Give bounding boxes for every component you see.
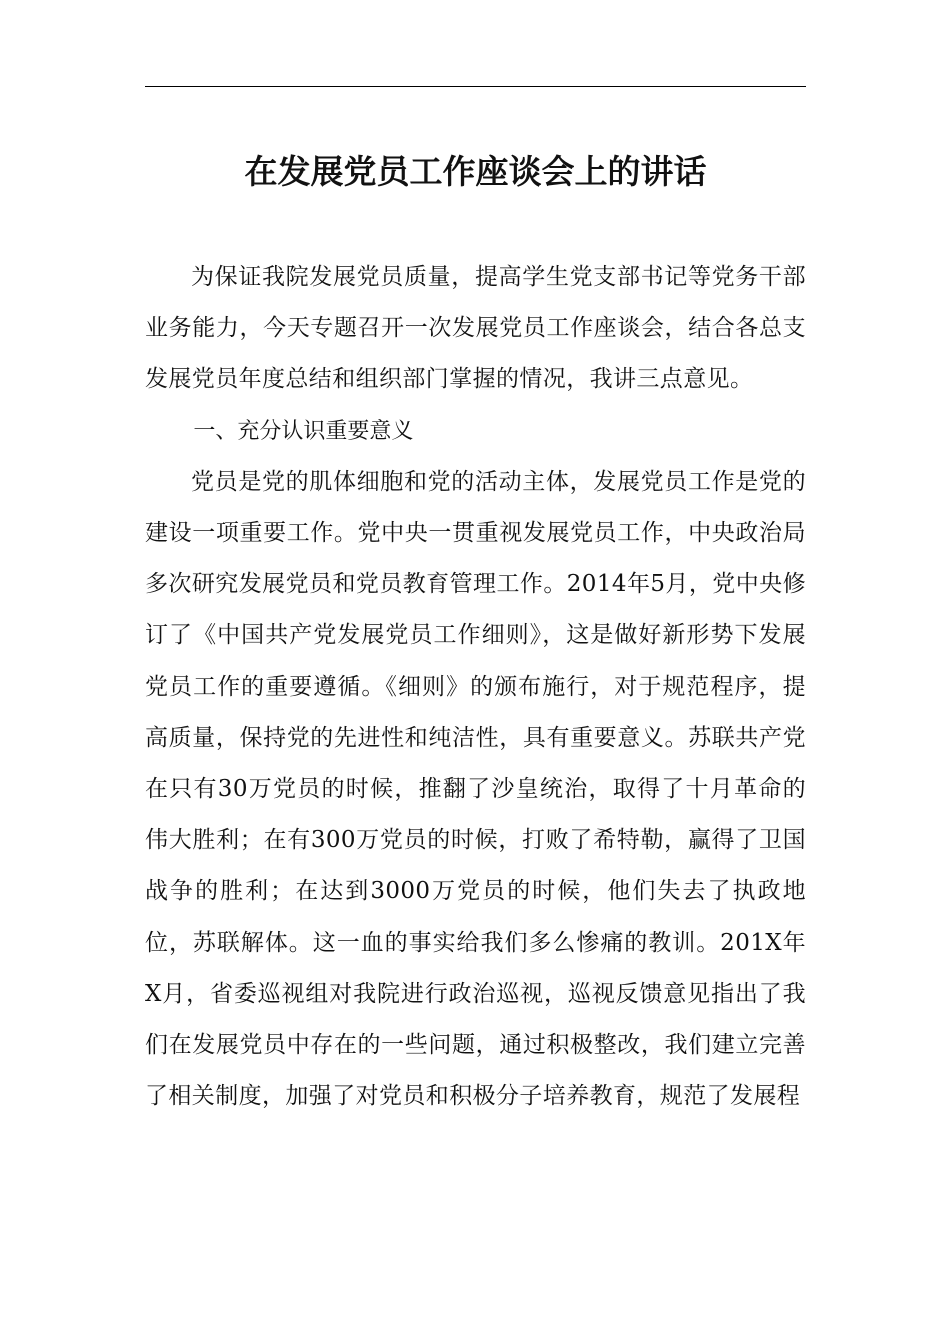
header-rule (145, 86, 806, 87)
section-heading-1: 一、充分认识重要意义 (193, 418, 414, 444)
document-title: 在发展党员工作座谈会上的讲话 (244, 152, 707, 191)
document-body (145, 252, 806, 1122)
paragraph-intro: 为保证我院发展党员质量，提高学生党支部书记等党务干部业务能力，今天专题召开一次发展党员工作座谈会，结合各总支发展党员年度总结和组织部门掌握的情况，我讲三点意见。 (145, 264, 806, 393)
paragraph-section-1: 党员是党的肌体细胞和党的活动主体，发展党员工作是党的建设一项重要工作。党中央一贯重视发展党员工作，中央政治局多次研究发展党员和党员教育管理工作。2014年5月，党中央修订了《中国共产党发展党员工作细则》，这是做好新形势下发展党员工作的重要遵循。《细则》的颁布施行，对于规范程序，提高质量，保持党的先进性和纯洁性，具有重要意义。苏联共产党在只有30万党员的时候，推翻了沙皇统治，取得了十月革命的伟大胜利；在有300万党员的时候，打败了希特勒，赢得了卫国战争的胜利；在达到3000万党员的时候，他们失去了执政地位，苏联解体。这一血的事实给我们多么惨痛的教训。201X年X月，省委巡视组对我院进行政治巡视，巡视反馈意见指出了我们在发展党员中存在的一些问题，通过积极整改，我们建立完善了相关制度，加强了对党员和积极分子培养教育，规范了发展程 (145, 468, 806, 1110)
